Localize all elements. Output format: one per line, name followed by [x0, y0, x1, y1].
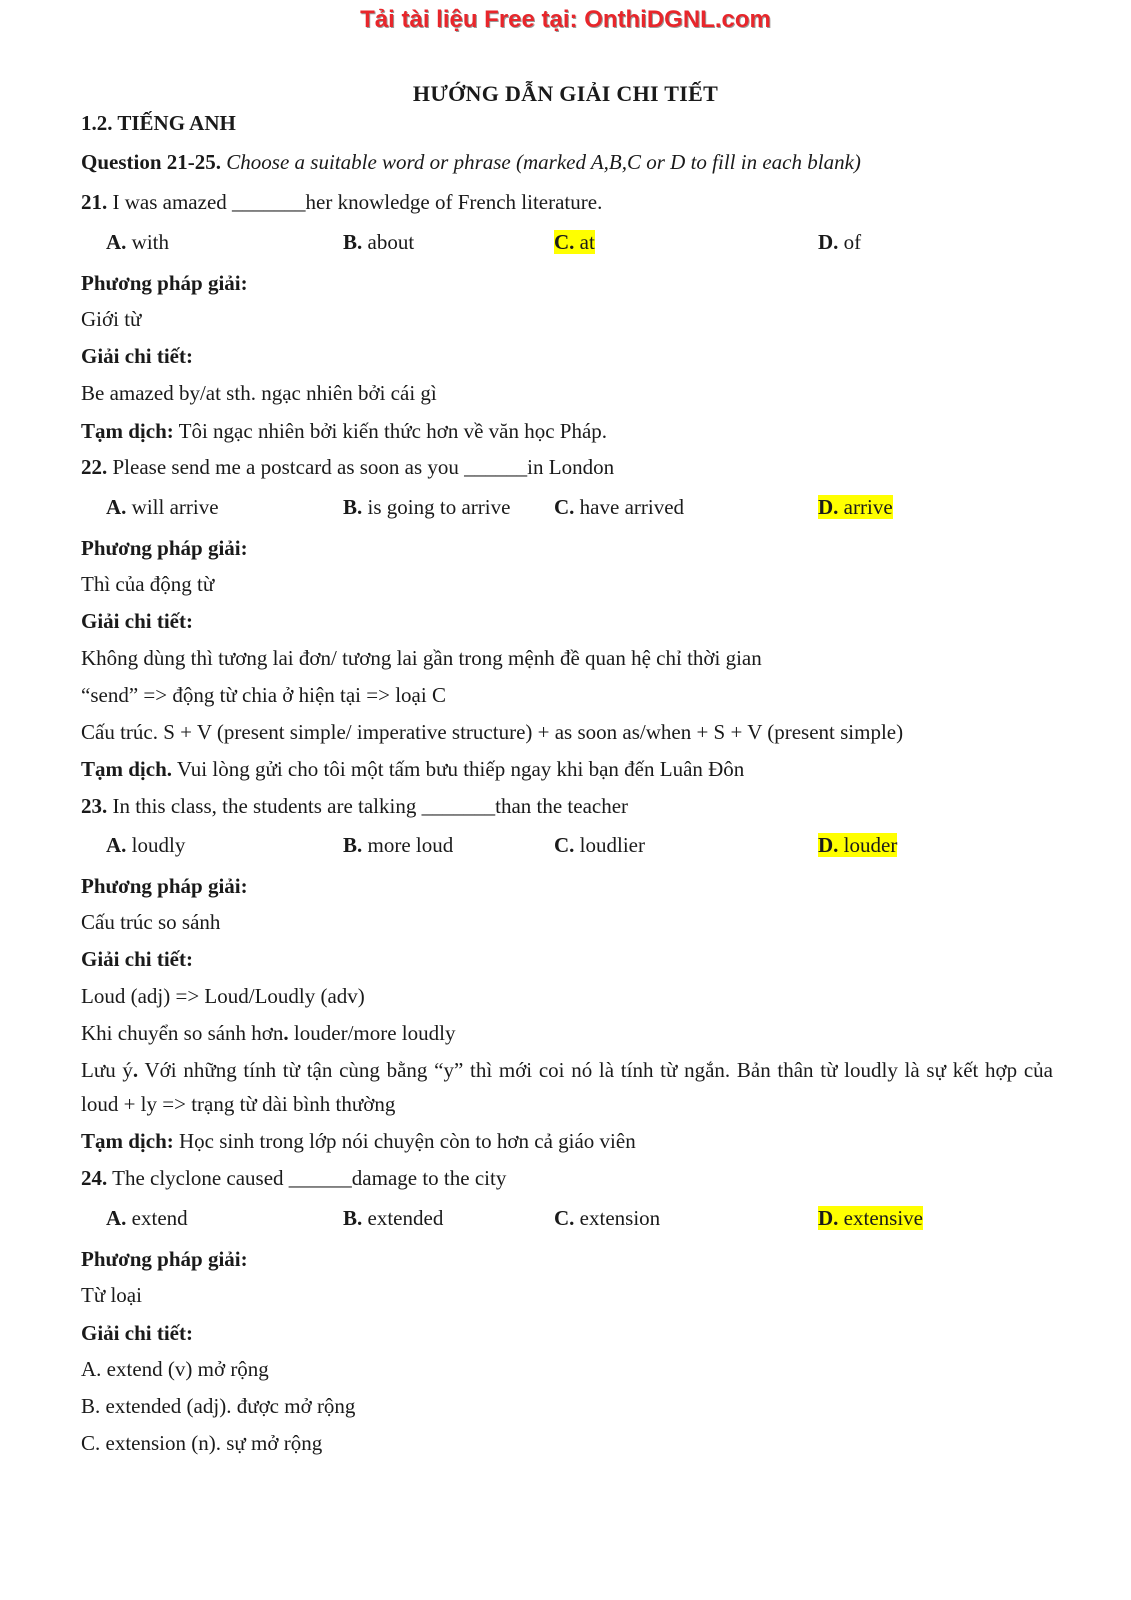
q24-option-c: C. extension	[554, 1206, 661, 1230]
method-text: Từ loại	[81, 1283, 142, 1307]
q24-option-d-answer: D. extensive	[818, 1206, 923, 1230]
q23-option-b: B. more loud	[343, 833, 454, 857]
detail-text: C. extension (n). sự mở rộng	[81, 1431, 323, 1455]
detail-text: Khi chuyển so sánh hơn. louder/more loudly	[81, 1021, 456, 1045]
question-text: The clyclone caused ______damage to the city	[112, 1166, 507, 1190]
q22-option-b: B. is going to arrive	[343, 495, 511, 519]
translation: Tạm dịch: Học sinh trong lớp nói chuyện còn to hơn cả giáo viên	[81, 1129, 636, 1153]
q24-option-b: B. extended	[343, 1206, 444, 1230]
method-label: Phương pháp giải:	[81, 271, 248, 295]
question-23	[81, 793, 628, 819]
q21-option-b: B. about	[343, 230, 415, 254]
detail-label: Giải chi tiết:	[81, 609, 193, 633]
question-text: Please send me a postcard as soon as you ______in London	[112, 455, 615, 479]
translation: Tạm dịch. Vui lòng gửi cho tôi một tấm bưu thiếp ngay khi bạn đến Luân Đôn	[81, 757, 745, 781]
page-title: HƯỚNG DẪN GIẢI CHI TIẾT	[412, 81, 719, 106]
structure: Cấu trúc. S + V (present simple/ imperative structure) + as soon as/when + S + V (present simple)	[81, 720, 904, 744]
detail-label: Giải chi tiết:	[81, 947, 193, 971]
q21-option-a: A. with	[106, 230, 170, 254]
detail-text: “send” => động từ chia ở hiện tại => loại C	[81, 683, 446, 707]
instruction	[81, 149, 861, 175]
section-heading: 1.2. TIẾNG ANH	[81, 111, 236, 135]
question-text: In this class, the students are talking _______than the teacher	[112, 794, 629, 818]
detail-label: Giải chi tiết:	[81, 344, 193, 368]
question-text: I was amazed _______her knowledge of French literature.	[112, 190, 603, 214]
method-label: Phương pháp giải:	[81, 536, 248, 560]
source-banner: Tải tài liệu Free tại: OnthiDGNL.com	[360, 6, 771, 33]
q22-option-a: A. will arrive	[106, 495, 219, 519]
question-number: 22.	[81, 455, 108, 479]
translation: Tạm dịch: Tôi ngạc nhiên bởi kiến thức hơn về văn học Pháp.	[81, 419, 608, 443]
note: Lưu ý. Với những tính từ tận cùng bằng “y” thì mới coi nó là tính từ ngắn. Bản thân từ loudly là sự kết hợp của loud + ly => trạng từ dài bình thường	[81, 1058, 1054, 1116]
instruction-text: Choose a suitable word or phrase (marked A,B,C or D to fill in each blank)	[226, 150, 861, 174]
instruction-label: Question 21-25.	[81, 150, 222, 174]
q22-option-d-answer: D. arrive	[818, 495, 893, 519]
q23-option-d-answer: D. louder	[818, 833, 898, 857]
question-number: 24.	[81, 1166, 108, 1190]
detail-text: Không dùng thì tương lai đơn/ tương lai gần trong mệnh đề quan hệ chỉ thời gian	[81, 646, 762, 670]
q23-option-c: C. loudlier	[554, 833, 645, 857]
method-label: Phương pháp giải:	[81, 1247, 248, 1271]
q21-option-c-answer: C. at	[554, 230, 595, 254]
method-text: Thì của động từ	[81, 572, 215, 596]
q22-option-c: C. have arrived	[554, 495, 685, 519]
detail-text: A. extend (v) mở rộng	[81, 1357, 269, 1381]
question-24	[81, 1165, 506, 1191]
detail-text: Loud (adj) => Loud/Loudly (adv)	[81, 984, 365, 1008]
method-text: Cấu trúc so sánh	[81, 910, 221, 934]
question-number: 23.	[81, 794, 108, 818]
question-number: 21.	[81, 190, 108, 214]
question-22	[81, 454, 614, 480]
detail-text: B. extended (adj). được mở rộng	[81, 1394, 356, 1418]
method-label: Phương pháp giải:	[81, 874, 248, 898]
method-text: Giới từ	[81, 307, 142, 331]
q24-option-a: A. extend	[106, 1206, 188, 1230]
q21-option-d: D. of	[818, 230, 862, 254]
question-21	[81, 189, 602, 215]
detail-text: Be amazed by/at sth. ngạc nhiên bởi cái gì	[81, 381, 437, 405]
detail-label: Giải chi tiết:	[81, 1321, 193, 1345]
q23-option-a: A. loudly	[106, 833, 186, 857]
